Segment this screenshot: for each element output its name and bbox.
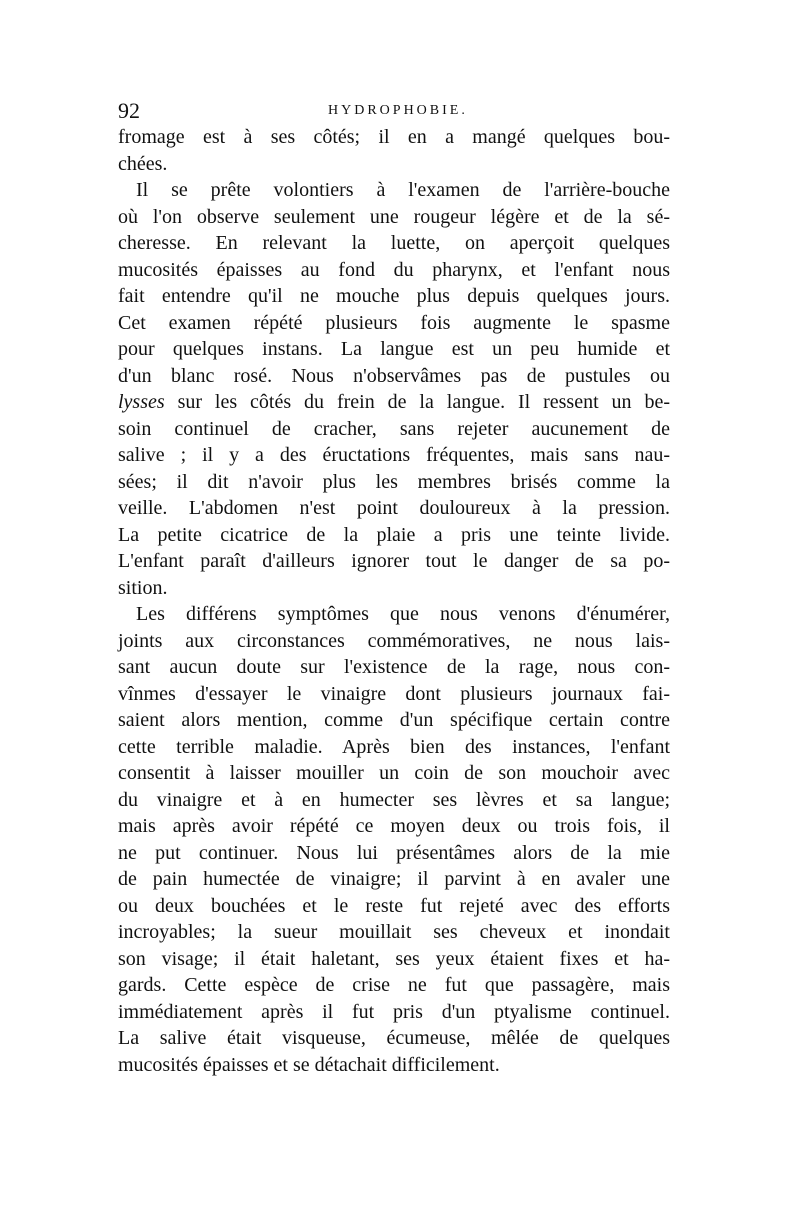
text-line: fait entendre qu'il ne mouche plus depuis quelques jours.: [118, 285, 670, 307]
text-line: ne put continuer. Nous lui présentâmes alors de la mie: [118, 841, 670, 864]
text-line: ou deux bouchées et le reste fut rejeté avec des efforts: [118, 894, 670, 917]
text-line: saient alors mention, comme d'un spécifique certain contre: [118, 709, 670, 731]
text-line: chées.: [118, 152, 168, 175]
text-line: [118, 389, 670, 416]
text-line: La petite cicatrice de la plaie a pris une teinte livide.: [118, 523, 670, 546]
text-line: son visage; il était haletant, ses yeux étaient fixes et ha-: [118, 947, 670, 970]
text-line: d'un blanc rosé. Nous n'observâmes pas de pustules ou: [118, 364, 670, 387]
text-line: incroyables; la sueur mouillait ses cheveux et inondait: [118, 921, 670, 943]
text-line: de pain humectée de vinaigre; il parvint à en avaler une: [118, 868, 670, 890]
text-line: La salive était visqueuse, écumeuse, mêlée de quelques: [118, 1027, 670, 1049]
text-line: immédiatement après il fut pris d'un ptyalisme continuel.: [118, 1000, 670, 1023]
text-line: veille. L'abdomen n'est point douloureux à la pression.: [118, 497, 670, 519]
text-line: vînmes d'essayer le vinaigre dont plusieurs journaux fai-: [118, 682, 670, 705]
text-line: mais après avoir répété ce moyen deux ou trois fois, il: [118, 815, 670, 837]
text-line: soin continuel de cracher, sans rejeter aucunement de: [118, 417, 670, 440]
text-line: cheresse. En relevant la luette, on aperçoit quelques: [118, 232, 670, 254]
text-line: L'enfant paraît d'ailleurs ignorer tout le danger de sa po-: [118, 550, 670, 572]
running-head: HYDROPHOBIE.: [328, 103, 468, 118]
text-line: gards. Cette espèce de crise ne fut que passagère, mais: [118, 974, 670, 996]
text-line: sition.: [118, 576, 168, 599]
text-line: consentit à laisser mouiller un coin de son mouchoir avec: [118, 762, 670, 784]
text-line: sées; il dit n'avoir plus les membres brisés comme la: [118, 470, 670, 493]
page-header: [118, 98, 678, 122]
text-line: où l'on observe seulement une rougeur légère et de la sé-: [118, 205, 670, 228]
text-line: Il se prête volontiers à l'examen de l'arrière-bouche: [136, 179, 670, 201]
text-line: mucosités épaisses et se détachait difficilement.: [118, 1053, 500, 1076]
text-line: Cet examen répété plusieurs fois augmente le spasme: [118, 311, 670, 334]
text-line: salive ; il y a des éructations fréquentes, mais sans nau-: [118, 444, 670, 466]
text-line: fromage est à ses côtés; il en a mangé quelques bou-: [118, 126, 670, 148]
text-line: du vinaigre et à en humecter ses lèvres et sa langue;: [118, 788, 670, 811]
text-line: joints aux circonstances commémoratives, ne nous lais-: [118, 629, 670, 652]
page-number: 92: [118, 98, 140, 123]
text-line: pour quelques instans. La langue est un peu humide et: [118, 338, 670, 360]
text-line: sant aucun doute sur l'existence de la rage, nous con-: [118, 656, 670, 678]
text-line: Les différens symptômes que nous venons d'énumérer,: [136, 603, 670, 625]
text-line: mucosités épaisses au fond du pharynx, et l'enfant nous: [118, 258, 670, 281]
text-line: cette terrible maladie. Après bien des instances, l'enfant: [118, 735, 670, 758]
emphasized-word: lysses: [118, 391, 165, 413]
line-text: sur les côtés du frein de la langue. Il ressent un be-: [164, 391, 670, 413]
body-text: [118, 124, 670, 1078]
